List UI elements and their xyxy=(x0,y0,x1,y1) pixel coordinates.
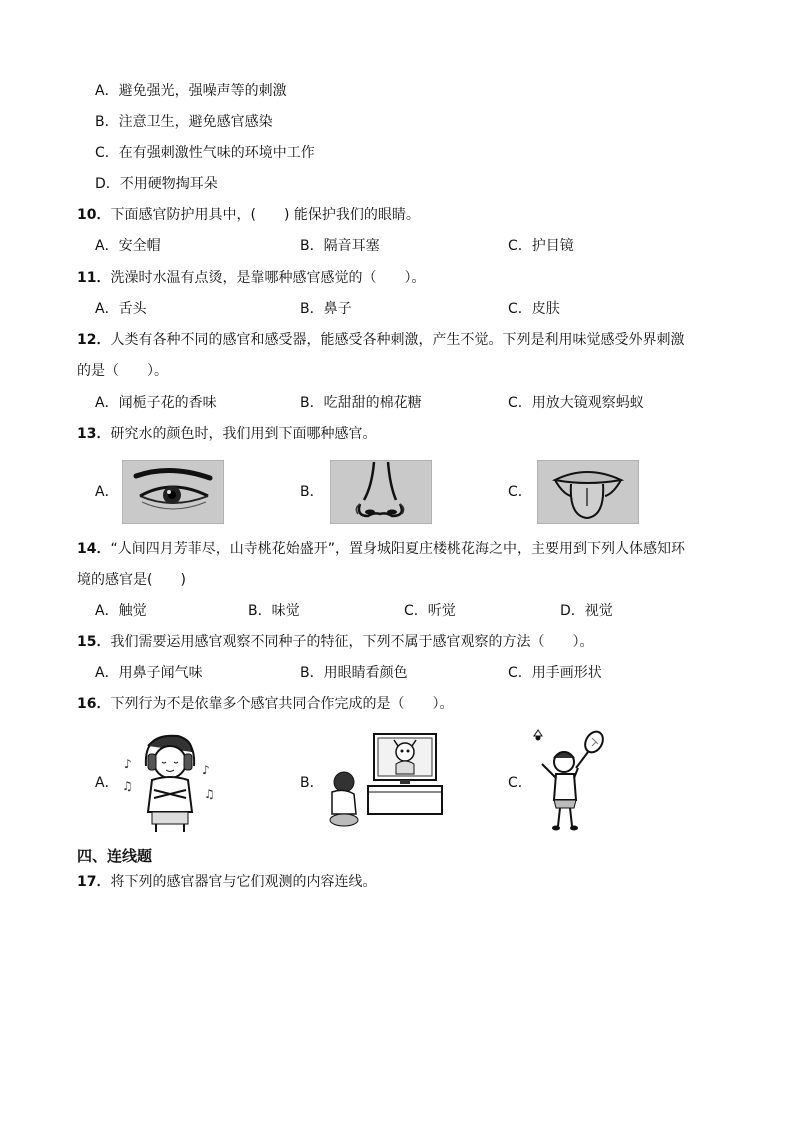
q12-option-a: A．闻栀子花的香味 xyxy=(95,395,217,411)
q15-option-b: B．用眼睛看颜色 xyxy=(300,665,408,681)
q14-text-line1: “人间四月芳菲尽，山寺桃花始盛开”，置身城阳夏庄楼桃花海之中，主要用到下列人体感知环 xyxy=(110,541,685,557)
q14-number: 14． xyxy=(77,541,111,557)
q13-option-c-label: C． xyxy=(508,484,532,500)
girl-playing-badminton-image xyxy=(530,728,612,832)
q11-number: 11． xyxy=(77,270,111,286)
q16-number: 16． xyxy=(77,696,111,712)
q15-option-a: A．用鼻子闻气味 xyxy=(95,665,203,681)
q17-text: 将下列的感官器官与它们观测的内容连线。 xyxy=(110,874,377,890)
q12-question-line1 xyxy=(77,330,684,350)
q17-number: 17． xyxy=(77,874,111,890)
q16-option-b-label: B． xyxy=(300,775,324,791)
q10-text: 下面感官防护用具中，( ) 能保护我们的眼睛。 xyxy=(110,207,420,223)
q11-question xyxy=(77,268,425,288)
nose-image xyxy=(330,460,432,524)
q11-text: 洗澡时水温有点烫，是靠哪种感官感觉的（ ）。 xyxy=(110,270,426,286)
q16-text: 下列行为不是依靠多个感官共同合作完成的是（ ）。 xyxy=(110,696,454,712)
q10-option-b: B．隔音耳塞 xyxy=(300,238,380,254)
svg-text:♫: ♫ xyxy=(204,787,215,801)
q11-option-b: B．鼻子 xyxy=(300,301,352,317)
q16-option-a-label: A． xyxy=(95,775,119,791)
q12-option-b: B．吃甜甜的棉花糖 xyxy=(300,395,422,411)
q16-option-c-label: C． xyxy=(508,775,532,791)
svg-text:♪: ♪ xyxy=(124,757,132,771)
boy-with-headphones-image xyxy=(118,728,218,832)
q9-option-b: B．注意卫生，避免感官感染 xyxy=(95,114,273,130)
q14-option-c: C．听觉 xyxy=(404,603,456,619)
q9-option-c: C．在有强刺激性气味的环境中工作 xyxy=(95,145,315,161)
q13-number: 13． xyxy=(77,426,111,442)
q10-number: 10． xyxy=(77,207,111,223)
q13-text: 研究水的颜色时，我们用到下面哪种感官。 xyxy=(110,426,377,442)
eye-image xyxy=(122,460,224,524)
q12-text-line1: 人类有各种不同的感官和感受器，能感受各种刺激，产生不觉。下列是利用味觉感受外界刺激 xyxy=(110,332,685,348)
q15-text: 我们需要运用感官观察不同种子的特征，下列不属于感官观察的方法（ ）。 xyxy=(110,634,594,650)
q10-question xyxy=(77,205,420,225)
q13-option-a-label: A． xyxy=(95,484,119,500)
q12-question-line2: 的是（ ）。 xyxy=(77,363,168,379)
q14-option-a: A．触觉 xyxy=(95,603,147,619)
q13-question xyxy=(77,424,376,444)
q11-option-c: C．皮肤 xyxy=(508,301,560,317)
section-heading: 四、连线题 xyxy=(77,847,153,865)
q12-option-c: C．用放大镜观察蚂蚁 xyxy=(508,395,644,411)
q10-option-c: C．护目镜 xyxy=(508,238,574,254)
q13-option-b-label: B． xyxy=(300,484,324,500)
q14-option-d: D．视觉 xyxy=(560,603,613,619)
q15-option-c: C．用手画形状 xyxy=(508,665,602,681)
q11-option-a: A．舌头 xyxy=(95,301,147,317)
tongue-image xyxy=(537,460,639,524)
q17-question xyxy=(77,872,376,892)
svg-text:♫: ♫ xyxy=(122,779,133,793)
child-watching-tv-image xyxy=(322,730,444,830)
q15-question xyxy=(77,632,593,652)
q10-option-a: A．安全帽 xyxy=(95,238,161,254)
q14-question-line2: 境的感官是( ) xyxy=(77,572,186,588)
q9-option-d: D．不用硬物掏耳朵 xyxy=(95,176,218,192)
q12-number: 12． xyxy=(77,332,111,348)
q15-number: 15． xyxy=(77,634,111,650)
svg-text:♪: ♪ xyxy=(202,763,210,777)
q16-question xyxy=(77,694,453,714)
q14-option-b: B．味觉 xyxy=(248,603,300,619)
q14-question-line1 xyxy=(77,539,685,559)
q9-option-a: A．避免强光，强噪声等的刺激 xyxy=(95,83,287,99)
